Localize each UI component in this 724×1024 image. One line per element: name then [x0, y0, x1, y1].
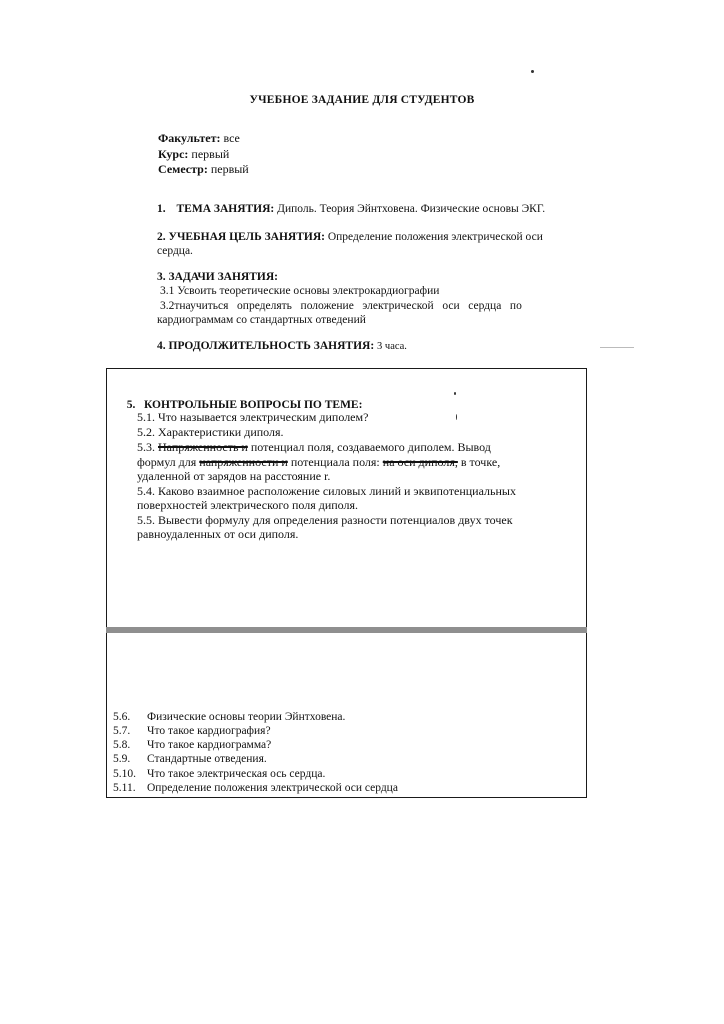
question-5-4-line2: поверхностей электрического поля диполя.: [137, 498, 359, 512]
question-5-3-line1: [137, 440, 555, 454]
question-number: 5.8.: [113, 739, 131, 751]
section-goal-label: 2. УЧЕБНАЯ ЦЕЛЬ ЗАНЯТИЯ:: [157, 231, 325, 243]
section-tasks-label-text: 3. ЗАДАЧИ ЗАНЯТИЯ:: [157, 271, 278, 283]
scan-mark: [600, 347, 634, 348]
section-topic-label: ТЕМА ЗАНЯТИЯ:: [176, 203, 275, 215]
question-5-3-struck-2: напряженности и: [199, 455, 288, 469]
question-text: Что такое кардиография?: [147, 725, 271, 737]
section-duration: [157, 339, 407, 354]
faculty-line: [158, 131, 240, 145]
question-5-3-rest-1: потенциал поля, создаваемого диполем. Вывод: [250, 440, 491, 454]
question-item: [113, 781, 398, 795]
question-5-3-line2: [137, 455, 500, 469]
faculty-label: Факультет:: [158, 131, 221, 145]
task-item-1: 3.1 Усвоить теоретические основы электрокардиографии: [160, 285, 440, 297]
semester-value: первый: [210, 162, 249, 176]
section-questions-label-text: 5. КОНТРОЛЬНЫЕ ВОПРОСЫ ПО ТЕМЕ:: [126, 399, 363, 411]
question-5-3-struck-3: на оси диполя,: [382, 455, 458, 469]
section-goal-text: Определение положения электрической оси: [327, 231, 543, 243]
question-5-2: 5.2. Характеристики диполя.: [137, 425, 284, 439]
task-item-2-cont: кардиограммам со стандартных отведений: [157, 314, 366, 326]
question-number: 5.7.: [113, 725, 131, 737]
question-item: [113, 710, 345, 724]
question-text: Стандартные отведения.: [147, 753, 267, 765]
question-5-5-line2: равноудаленных от оси диполя.: [137, 527, 299, 541]
question-5-3-struck-1: Напряженность и: [158, 440, 248, 454]
question-item: [113, 724, 271, 738]
question-5-1: 5.1. Что называется электрическим диполем?: [137, 410, 369, 424]
question-number: 5.9.: [113, 753, 131, 765]
question-item: [113, 767, 325, 781]
faculty-value: все: [223, 131, 240, 145]
section-goal-text-2: сердца.: [157, 245, 193, 257]
section-duration-label: 4. ПРОДОЛЖИТЕЛЬНОСТЬ ЗАНЯТИЯ:: [157, 340, 375, 352]
section-topic: [157, 202, 545, 216]
scan-speck: [454, 392, 456, 395]
question-5-3-pre: формул для: [137, 455, 197, 469]
course-line: [158, 147, 229, 161]
question-item: [113, 752, 267, 766]
question-number: 5.11.: [113, 782, 136, 794]
question-5-3-mid: потенциала поля:: [290, 455, 380, 469]
question-text: Что такое кардиограмма?: [147, 739, 272, 751]
question-item: [113, 738, 271, 752]
course-label: Курс:: [158, 147, 189, 161]
question-text: Что такое электрическая ось сердца.: [147, 768, 326, 780]
question-text: Определение положения электрической оси сердца: [147, 782, 398, 794]
question-text: Физические основы теории Эйнтховена.: [147, 711, 346, 723]
box-divider: [106, 627, 587, 633]
scan-speck: [456, 414, 457, 420]
question-number: 5.6.: [113, 711, 131, 723]
section-questions-label: [121, 384, 362, 412]
question-5-3-end: в точке,: [460, 455, 501, 469]
semester-label: Семестр:: [158, 162, 208, 176]
section-goal: [157, 230, 543, 244]
section-tasks-label: [157, 270, 278, 284]
section-duration-text: 3 часа.: [377, 341, 407, 352]
question-5-5-line1: 5.5. Вывести формулу для определения разности потенциалов двух точек: [137, 513, 513, 527]
section-topic-num: 1.: [157, 203, 166, 215]
section-topic-text: Диполь. Теория Эйнтховена. Физические основы ЭКГ.: [277, 203, 546, 215]
document-title: УЧЕБНОЕ ЗАДАНИЕ ДЛЯ СТУДЕНТОВ: [249, 94, 475, 106]
task-item-2: 3.2тнаучиться определять положение электрической оси сердца по: [160, 300, 522, 312]
question-number: 5.10.: [113, 768, 136, 780]
question-5-3-num: 5.3.: [137, 440, 155, 454]
scan-speck: [531, 70, 534, 73]
question-5-4-line1: 5.4. Каково взаимное расположение силовых линий и эквипотенциальных: [137, 484, 516, 498]
course-value: первый: [191, 147, 230, 161]
question-5-3-line3: удаленной от зарядов на расстояние r.: [137, 469, 331, 483]
semester-line: [158, 162, 249, 176]
